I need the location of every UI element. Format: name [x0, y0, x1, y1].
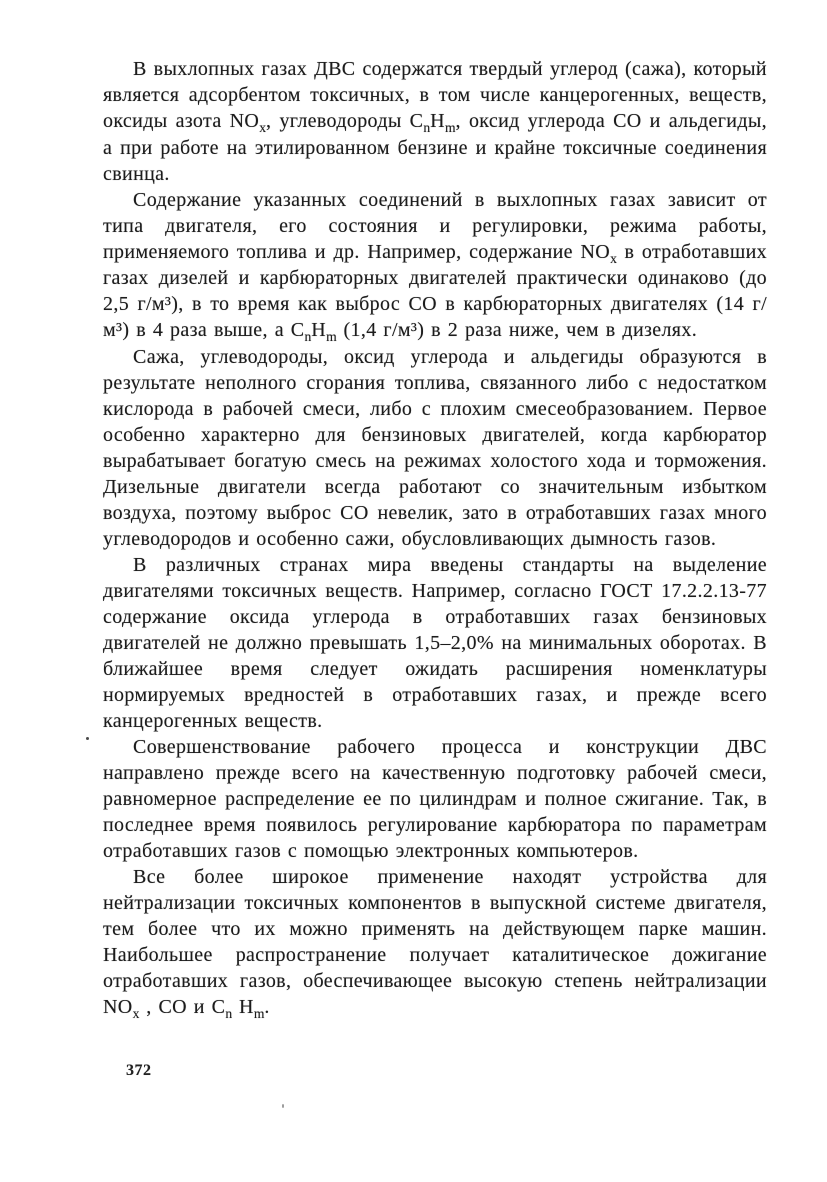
- paragraph: Все более широкое применение находят устройства для нейтрализации токсичных компонентов в выпускной системе двигателя, тем более что их можно применять на действующем парке машин. Наибольшее распространение получает каталитическое дожигание отработавших газов, обеспечивающее высокую степень нейтрализации $NO_x$ , СО и $C_n$ $H_m$.: [103, 865, 767, 1021]
- paragraph: Содержание указанных соединений в выхлопных газах зависит от типа двигателя, его состояния и регулировки, режима работы, применяемого топлива и др. Например, содержание $NO_x$ в отработавших газах дизелей и карбюраторных двигателей практически одинаково (до 2,5 г/м³), в то время как выброс СО в карбюраторных двигателях (14 г/м³) в 4 раза выше, а $C_nH_m$ (1,4 г/м³) в 2 раза ниже, чем в дизелях.: [103, 188, 767, 345]
- paragraph: Совершенствование рабочего процесса и конструкции ДВС направлено прежде всего на качественную подготовку рабочей смеси, равномерное распределение ее по цилиндрам и полное сжигание. Так, в последнее время появилось регулирование карбюратора по параметрам отработавших газов с помощью электронных компьютеров.: [103, 735, 767, 862]
- subscript: n: [304, 329, 312, 345]
- paragraph: В различных странах мира введены стандарты на выделение двигателями токсичных веществ. Например, согласно ГОСТ 17.2.2.13-77 содержание оксида углерода в отработавших газах бензиновых двигателей не должно превышать 1,5–2,0% на минимальных оборотах. В ближайшее время следует ожидать расширения номенклатуры нормируемых вредностей в отработавших газах, и прежде всего канцерогенных веществ.: [103, 553, 767, 732]
- subscript: x: [259, 120, 267, 135]
- scan-speck: [282, 1104, 284, 1108]
- subscript: x: [610, 250, 617, 266]
- subscript: n: [225, 1005, 233, 1021]
- page-number: 372: [126, 1062, 152, 1079]
- subscript: m: [444, 120, 456, 135]
- subscript: x: [132, 1005, 140, 1021]
- subscript: m: [326, 329, 337, 345]
- subscript: m: [253, 1005, 265, 1021]
- text-block: [103, 56, 767, 1020]
- paragraph: Сажа, углеводороды, оксид углерода и альдегиды образуются в результате неполного сгорания топлива, связанного либо с недостатком кислорода в рабочей смеси, либо с плохим смесеобразованием. Первое особенно характерно для бензиновых двигателей, когда карбюратор вырабатывает богатую смесь на режимах холостого хода и торможения. Дизельные двигатели всегда работают со значительным избытком воздуха, поэтому выброс СО невелик, зато в отработавших газах много углеводородов и особенно сажи, обусловливающих дымность газов.: [103, 345, 767, 550]
- subscript: n: [423, 120, 431, 135]
- scan-speck: [86, 737, 89, 740]
- paragraph: В выхлопных газах ДВС содержатся твердый углерод (сажа), который является адсорбентом токсичных, в том числе канцерогенных, веществ, оксиды азота $NO_x$, углеводороды $C_nH_m$, оксид углерода СО и альдегиды, а при работе на этилированном бензине и крайне токсичные соединения свинца.: [103, 58, 767, 185]
